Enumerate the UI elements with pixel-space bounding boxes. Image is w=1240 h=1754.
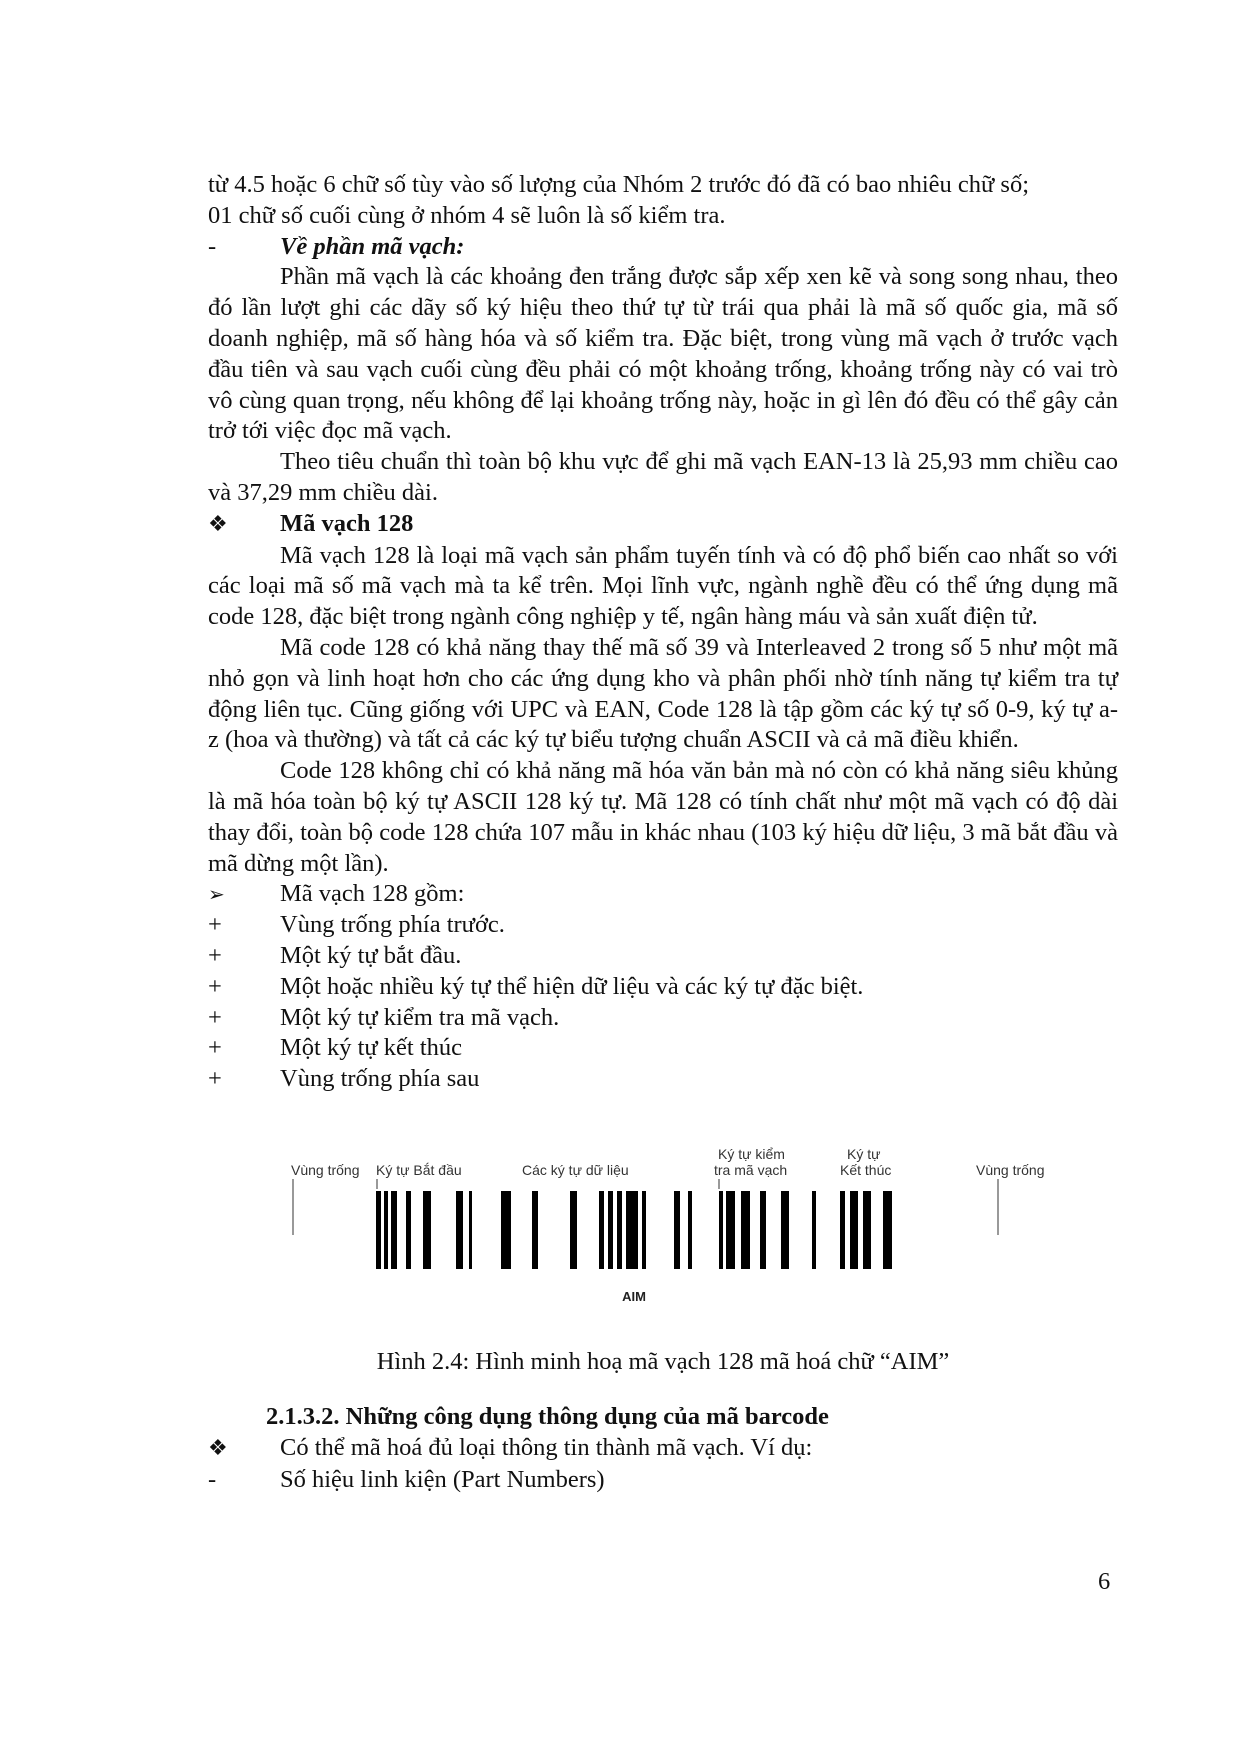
- code128-paragraph-2: Mã code 128 có khả năng thay thế mã số 39 và Interleaved 2 trong số 5 như một mã nhỏ gọn và linh hoạt hơn cho các ứng dụng kho và phân phối nhờ tính năng tự kiểm tra tự động liên tục. Cũng giống với UPC và EAN, Code 128 là tập gồm các ký tự số 0-9, ký tự a-z (hoa và thường) và tất cả các ký tự biểu tượng chuẩn ASCII và cả mã điều khiển.: [208, 633, 1118, 754]
- barcode-part-heading-row: [208, 232, 1118, 263]
- list-item: [208, 910, 1118, 941]
- paragraph-line-2: 01 chữ số cuối cùng ở nhóm 4 sẽ luôn là số kiểm tra.: [208, 201, 726, 229]
- barcode-part-heading: Về phần mã vạch:: [280, 232, 465, 260]
- section-heading: 2.1.3.2. Những công dụng thông dụng của mã barcode: [266, 1403, 829, 1431]
- components-intro-row: [208, 879, 1118, 910]
- barcode-bar: [812, 1191, 816, 1269]
- barcode-bar: [883, 1191, 892, 1269]
- barcode-bar: [501, 1191, 511, 1269]
- list-item: [208, 1064, 1118, 1095]
- barcode-bar: [850, 1191, 858, 1269]
- label-stop-character-line1: Ký tự: [847, 1145, 881, 1162]
- barcode-bar: [674, 1191, 680, 1269]
- barcode-bar: [617, 1191, 622, 1269]
- barcode-bar: [406, 1191, 411, 1269]
- barcode-bar: [391, 1191, 397, 1269]
- label-quiet-zone-left: Vùng trống: [291, 1161, 360, 1178]
- barcode-bar: [719, 1191, 723, 1269]
- list-item-text: Vùng trống phía sau: [280, 1065, 480, 1093]
- list-item-text: Một ký tự kết thúc: [280, 1034, 463, 1062]
- code128-paragraph-1: Mã vạch 128 là loại mã vạch sản phẩm tuyến tính và có độ phổ biến cao nhất so với các loại mã số mã vạch mà ta kể trên. Mọi lĩnh vực, ngành nghề đều có thể ứng dụng mã code 128, đặc biệt trong ngành công nghiệp y tế, ngân hàng máu và sản xuất điện tử.: [208, 541, 1118, 631]
- plus-bullet: +: [208, 1034, 222, 1062]
- barcode-bar: [781, 1191, 789, 1269]
- plus-bullet: +: [208, 1065, 222, 1093]
- plus-bullet: +: [208, 1003, 222, 1031]
- list-item-text: Một ký tự kiểm tra mã vạch.: [280, 1003, 560, 1031]
- barcode-bar: [726, 1191, 735, 1269]
- uses-item: Số hiệu linh kiện (Part Numbers): [280, 1465, 605, 1493]
- barcode-bar: [469, 1191, 472, 1269]
- code128-heading-row: [208, 509, 1118, 541]
- label-stop-character-line2: Kết thúc: [840, 1161, 892, 1178]
- uses-item-row: [208, 1465, 1118, 1496]
- list-item: [208, 941, 1118, 972]
- label-start-character: Ký tự Bắt đầu: [376, 1161, 462, 1178]
- list-item: [208, 1003, 1118, 1034]
- barcode-part-paragraph-1: Phần mã vạch là các khoảng đen trắng được sắp xếp xen kẽ và song song nhau, theo đó lần lượt ghi các dãy số ký hiệu theo thứ tự từ trái qua phải là mã số quốc gia, mã số doanh nghiệp, mã số hàng hóa và số kiểm tra. Đặc biệt, trong vùng mã vạch ở trước vạch đầu tiên và sau vạch cuối cùng đều phải có một khoảng trống, khoảng trống này có vai trò vô cùng quan trọng, nếu không để lại khoảng trống này, hoặc in gì lên đó đều có thể gây cản trở tới việc đọc mã vạch.: [208, 263, 1118, 445]
- dash-bullet: -: [208, 232, 217, 260]
- barcode-bar: [840, 1191, 845, 1269]
- list-item-text: Một ký tự bắt đầu.: [280, 941, 462, 969]
- dash-bullet: -: [208, 1465, 217, 1493]
- list-item: [208, 972, 1118, 1003]
- plus-bullet: +: [208, 911, 222, 939]
- label-data-characters: Các ký tự dữ liệu: [522, 1161, 629, 1178]
- barcode-figure: [208, 1127, 1118, 1333]
- barcode-bar: [570, 1191, 577, 1269]
- barcode-part-paragraph-2: Theo tiêu chuẩn thì toàn bộ khu vực để ghi mã vạch EAN-13 là 25,93 mm chiều cao và 37,29 mm chiều dài.: [208, 448, 1118, 506]
- code128-heading: Mã vạch 128: [280, 509, 414, 537]
- barcode-bar: [626, 1191, 638, 1269]
- barcode-bar: [599, 1191, 604, 1269]
- code128-paragraph-3: Code 128 không chỉ có khả năng mã hóa văn bản mà nó còn có khả năng siêu khủng là mã hóa toàn bộ ký tự ASCII 128 ký tự. Mã 128 có tính chất như một mã vạch có độ dài thay đổi, toàn bộ code 128 chứa 107 mẫu in khác nhau (103 ký hiệu dữ liệu, 3 mã bắt đầu và mã dừng một lần).: [208, 757, 1118, 877]
- page-number: 6: [1098, 1568, 1111, 1595]
- barcode-bar: [384, 1191, 388, 1269]
- plus-bullet: +: [208, 972, 222, 1000]
- code128-barcode-illustration: [288, 1127, 1068, 1327]
- figure-caption: Hình 2.4: Hình minh hoạ mã vạch 128 mã hoá chữ “AIM”: [376, 1347, 950, 1375]
- barcode-bar: [376, 1191, 381, 1269]
- barcode-bar: [642, 1191, 646, 1269]
- label-check-character-line2: tra mã vạch: [714, 1161, 788, 1178]
- barcode-bar: [532, 1191, 538, 1269]
- arrow-bullet-icon: ➢: [208, 882, 225, 907]
- barcode-bars: [376, 1191, 892, 1269]
- uses-intro: Có thể mã hoá đủ loại thông tin thành mã vạch. Ví dụ:: [280, 1434, 813, 1461]
- components-intro: Mã vạch 128 gồm:: [280, 880, 465, 908]
- barcode-bar: [760, 1191, 766, 1269]
- barcode-bar: [863, 1191, 871, 1269]
- document-body: [208, 170, 1118, 1496]
- uses-intro-row: [208, 1433, 1118, 1465]
- list-item: [208, 1033, 1118, 1064]
- diamond-bullet-icon: ❖: [208, 511, 228, 537]
- plus-bullet: +: [208, 941, 222, 969]
- label-quiet-zone-right: Vùng trống: [976, 1161, 1045, 1178]
- barcode-bar: [423, 1191, 431, 1269]
- barcode-bar: [741, 1191, 750, 1269]
- barcode-bar: [688, 1191, 692, 1269]
- list-item-text: Một hoặc nhiều ký tự thể hiện dữ liệu và các ký tự đặc biệt.: [280, 972, 864, 1000]
- diamond-bullet-icon: ❖: [208, 1436, 228, 1461]
- barcode-bar: [456, 1191, 463, 1269]
- paragraph-line-1: từ 4.5 hoặc 6 chữ số tùy vào số lượng của Nhóm 2 trước đó đã có bao nhiêu chữ số;: [208, 171, 1030, 198]
- label-check-character-line1: Ký tự kiểm: [718, 1145, 785, 1162]
- barcode-bar: [608, 1191, 613, 1269]
- encoded-text-aim: AIM: [622, 1288, 646, 1304]
- list-item-text: Vùng trống phía trước.: [280, 911, 505, 939]
